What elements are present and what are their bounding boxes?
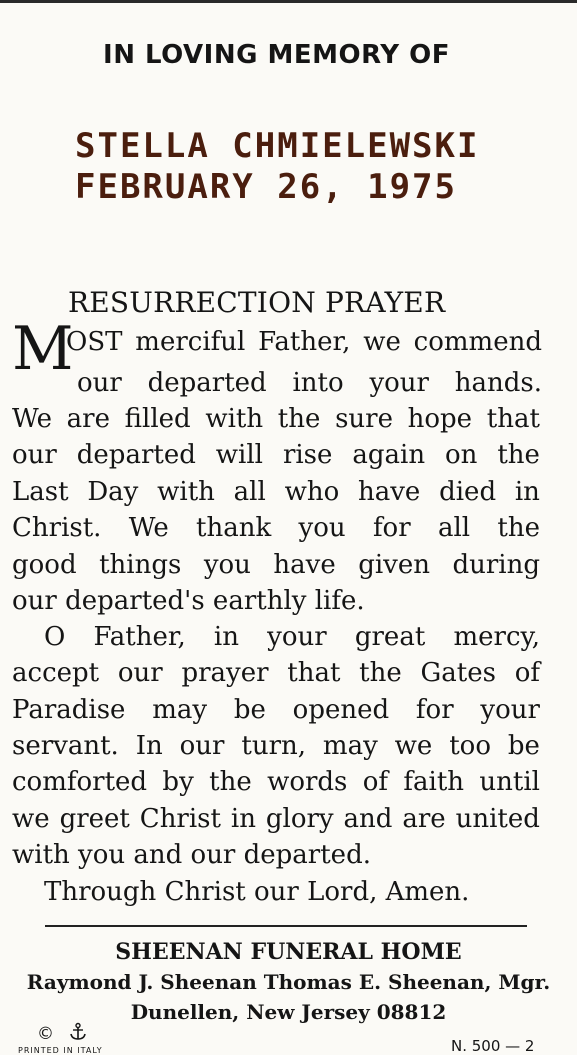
prayer-word: for bbox=[415, 695, 454, 725]
prayer-word: our bbox=[12, 440, 57, 470]
funeral-home-staff: Raymond J. Sheenan Thomas E. Sheenan, Mgr. bbox=[26, 970, 551, 994]
prayer-line bbox=[66, 327, 542, 357]
prayer-word: Christ. bbox=[12, 513, 102, 543]
prayer-word: may bbox=[322, 731, 378, 761]
prayer-line bbox=[12, 586, 365, 616]
prayer-word: comforted bbox=[12, 767, 148, 797]
prayer-title: RESURRECTION PRAYER bbox=[68, 286, 446, 319]
prayer-line bbox=[12, 804, 540, 834]
prayer-word: we bbox=[394, 731, 433, 761]
deceased-name: STELLA CHMIELEWSKI bbox=[75, 126, 480, 166]
prayer-word: greet bbox=[59, 804, 130, 834]
prayer-word: filled bbox=[124, 404, 191, 434]
prayer-word: all bbox=[233, 477, 266, 507]
prayer-word: of bbox=[514, 658, 540, 688]
prayer-word: great bbox=[354, 622, 426, 652]
prayer-word: on bbox=[445, 440, 478, 470]
prayer-word: sure bbox=[335, 404, 393, 434]
prayer-line bbox=[12, 731, 540, 761]
prayer-line bbox=[12, 550, 540, 580]
prayer-word: faith bbox=[403, 767, 465, 797]
prayer-word: will bbox=[215, 440, 263, 470]
prayer-word: we bbox=[363, 327, 401, 357]
prayer-word: Christ bbox=[139, 804, 221, 834]
prayer-word: we bbox=[12, 804, 50, 834]
prayer-word: Father, bbox=[93, 622, 186, 652]
prayer-word: that bbox=[486, 404, 540, 434]
prayer-word: Paradise bbox=[12, 695, 126, 725]
catalog-number: N. 500 — 2 bbox=[451, 1037, 535, 1055]
prayer-word: in bbox=[514, 477, 540, 507]
prayer-word: be bbox=[507, 731, 540, 761]
prayer-word: with bbox=[205, 404, 264, 434]
prayer-word: of bbox=[362, 767, 389, 797]
prayer-word: be bbox=[233, 695, 266, 725]
prayer-word: with you and our departed. bbox=[12, 840, 371, 870]
prayer-word: servant. bbox=[12, 731, 119, 761]
prayer-word: departed bbox=[76, 440, 196, 470]
prayer-word: your bbox=[480, 695, 540, 725]
prayer-word: O bbox=[44, 622, 66, 652]
prayer-line bbox=[44, 622, 540, 652]
prayer-word: during bbox=[452, 550, 540, 580]
prayer-word: hands. bbox=[454, 368, 542, 398]
prayer-word: the bbox=[277, 404, 321, 434]
prayer-word: our departed's earthly life. bbox=[12, 586, 365, 616]
prayer-word: your bbox=[267, 622, 327, 652]
prayer-word: the bbox=[497, 440, 540, 470]
prayer-word: with bbox=[157, 477, 215, 507]
prayer-word: thank bbox=[196, 513, 272, 543]
memory-heading: IN LOVING MEMORY OF bbox=[103, 40, 450, 70]
prayer-word: are bbox=[66, 404, 110, 434]
prayer-word: merciful bbox=[135, 327, 246, 357]
prayer-line bbox=[12, 404, 540, 434]
prayer-word: mercy, bbox=[453, 622, 540, 652]
prayer-word: things bbox=[99, 550, 182, 580]
prayer-word: have bbox=[358, 477, 421, 507]
prayer-word: We bbox=[12, 404, 52, 434]
prayer-line bbox=[12, 513, 540, 543]
prayer-word: our bbox=[117, 658, 163, 688]
prayer-word: our bbox=[77, 368, 122, 398]
prayer-word: your bbox=[369, 368, 429, 398]
prayer-word: our bbox=[179, 731, 225, 761]
prayer-word: into bbox=[292, 368, 344, 398]
prayer-word: by bbox=[162, 767, 194, 797]
copyright-mark: © bbox=[37, 1024, 54, 1044]
prayer-word: until bbox=[479, 767, 540, 797]
drop-cap: M bbox=[12, 314, 74, 384]
prayer-line bbox=[12, 658, 540, 688]
prayer-line bbox=[12, 440, 540, 470]
prayer-line bbox=[77, 368, 542, 398]
prayer-word: who bbox=[284, 477, 340, 507]
prayer-word: hope bbox=[407, 404, 473, 434]
prayer-line bbox=[12, 477, 540, 507]
prayer-word: you bbox=[203, 550, 251, 580]
anchor-icon bbox=[68, 1022, 88, 1042]
prayer-word: good bbox=[12, 550, 77, 580]
prayer-word: again bbox=[352, 440, 426, 470]
prayer-word: all bbox=[437, 513, 471, 543]
prayer-word: prayer bbox=[181, 658, 269, 688]
prayer-word: united bbox=[455, 804, 540, 834]
prayer-word: opened bbox=[292, 695, 390, 725]
prayer-word: that bbox=[287, 658, 341, 688]
prayer-word: and bbox=[343, 804, 393, 834]
prayer-line bbox=[12, 767, 540, 797]
prayer-word: Father, bbox=[258, 327, 351, 357]
prayer-line bbox=[12, 840, 371, 870]
funeral-home-name: SHEENAN FUNERAL HOME bbox=[115, 939, 462, 965]
prayer-word: commend bbox=[413, 327, 542, 357]
prayer-word: In bbox=[135, 731, 163, 761]
prayer-word: given bbox=[358, 550, 430, 580]
prayer-word: in bbox=[230, 804, 256, 834]
prayer-word: may bbox=[152, 695, 208, 725]
prayer-word: departed bbox=[147, 368, 267, 398]
prayer-word: Gates bbox=[420, 658, 496, 688]
prayer-word: the bbox=[497, 513, 540, 543]
prayer-word: are bbox=[402, 804, 446, 834]
prayer-word: Day bbox=[87, 477, 139, 507]
prayer-word: the bbox=[209, 767, 252, 797]
prayer-word: you bbox=[298, 513, 346, 543]
prayer-word: the bbox=[359, 658, 402, 688]
prayer-word: accept bbox=[12, 658, 100, 688]
prayer-line bbox=[12, 695, 540, 725]
prayer-word: words bbox=[267, 767, 348, 797]
prayer-word: died bbox=[439, 477, 497, 507]
prayer-word: rise bbox=[282, 440, 333, 470]
prayer-word: too bbox=[449, 731, 491, 761]
prayer-word: for bbox=[372, 513, 411, 543]
prayer-word: We bbox=[128, 513, 169, 543]
printed-in-label: PRINTED IN ITALY bbox=[18, 1046, 103, 1055]
prayer-word: have bbox=[273, 550, 336, 580]
card-top-edge bbox=[0, 0, 577, 3]
prayer-word: turn, bbox=[241, 731, 307, 761]
prayer-word: glory bbox=[265, 804, 334, 834]
date-of-death: FEBRUARY 26, 1975 bbox=[75, 167, 457, 207]
funeral-home-address: Dunellen, New Jersey 08812 bbox=[130, 1000, 447, 1024]
prayer-word: OST bbox=[66, 327, 123, 357]
prayer-closing: Through Christ our Lord, Amen. bbox=[44, 877, 470, 907]
divider bbox=[45, 925, 527, 927]
prayer-word: Last bbox=[12, 477, 69, 507]
prayer-word: in bbox=[213, 622, 239, 652]
